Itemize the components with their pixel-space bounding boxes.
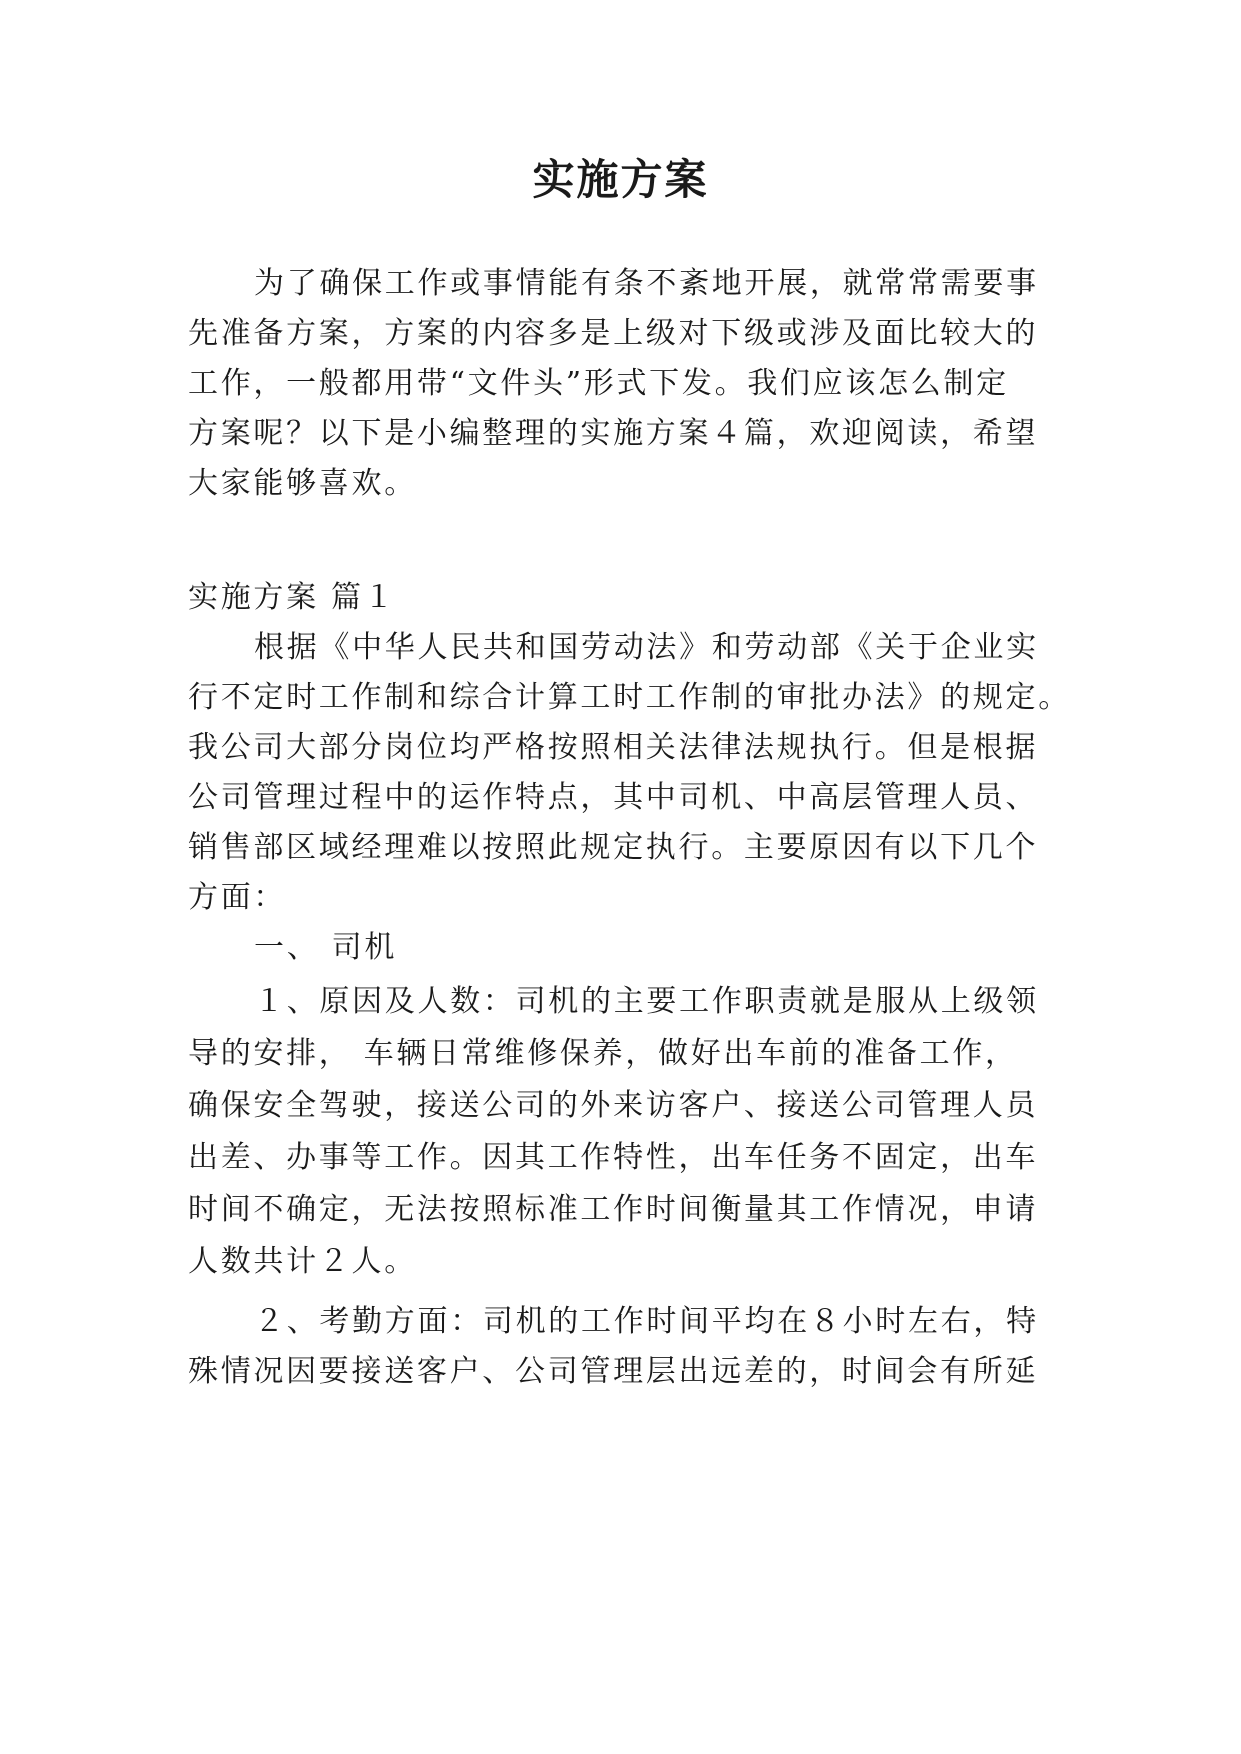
item1-line-4: 出差、办事等工作。因其工作特性，出车任务不固定，出车 — [188, 1140, 1039, 1175]
item1-line-5: 时间不确定，无法按照标准工作时间衡量其工作情况，申请 — [188, 1192, 1039, 1227]
intro-line-4: 方案呢？以下是小编整理的实施方案４篇，欢迎阅读，希望 — [188, 416, 1039, 451]
para1-line-2: 行不定时工作制和综合计算工时工作制的审批办法》的规定。 — [188, 680, 1071, 715]
section-heading: 实施方案 篇１ — [188, 580, 397, 615]
para1-line-1: 根据《中华人民共和国劳动法》和劳动部《关于企业实 — [254, 630, 1039, 665]
item2-line-1: ２、考勤方面：司机的工作时间平均在８小时左右，特 — [254, 1304, 1039, 1339]
para1-line-4: 公司管理过程中的运作特点，其中司机、中高层管理人员、 — [188, 780, 1039, 815]
subheading-drivers: 一、 司机 — [254, 930, 398, 965]
intro-line-1: 为了确保工作或事情能有条不紊地开展，就常常需要事 — [254, 266, 1039, 301]
item1-line-1: １、原因及人数：司机的主要工作职责就是服从上级领 — [254, 984, 1039, 1019]
item1-line-3: 确保安全驾驶，接送公司的外来访客户、接送公司管理人员 — [188, 1088, 1039, 1123]
intro-line-3: 工作，一般都用带“文件头”形式下发。我们应该怎么制定 — [188, 366, 1009, 401]
document-title: 实施方案 — [532, 155, 709, 204]
para1-line-3: 我公司大部分岗位均严格按照相关法律法规执行。但是根据 — [188, 730, 1039, 765]
intro-line-5: 大家能够喜欢。 — [188, 466, 417, 501]
item1-line-6: 人数共计２人。 — [188, 1244, 417, 1279]
item2-line-2: 殊情况因要接送客户、公司管理层出远差的，时间会有所延 — [188, 1354, 1039, 1389]
intro-line-2: 先准备方案，方案的内容多是上级对下级或涉及面比较大的 — [188, 316, 1039, 351]
para1-line-5: 销售部区域经理难以按照此规定执行。主要原因有以下几个 — [188, 830, 1039, 865]
para1-line-6: 方面： — [188, 880, 287, 915]
item1-line-2: 导的安排， 车辆日常维修保养，做好出车前的准备工作， — [188, 1036, 1018, 1071]
